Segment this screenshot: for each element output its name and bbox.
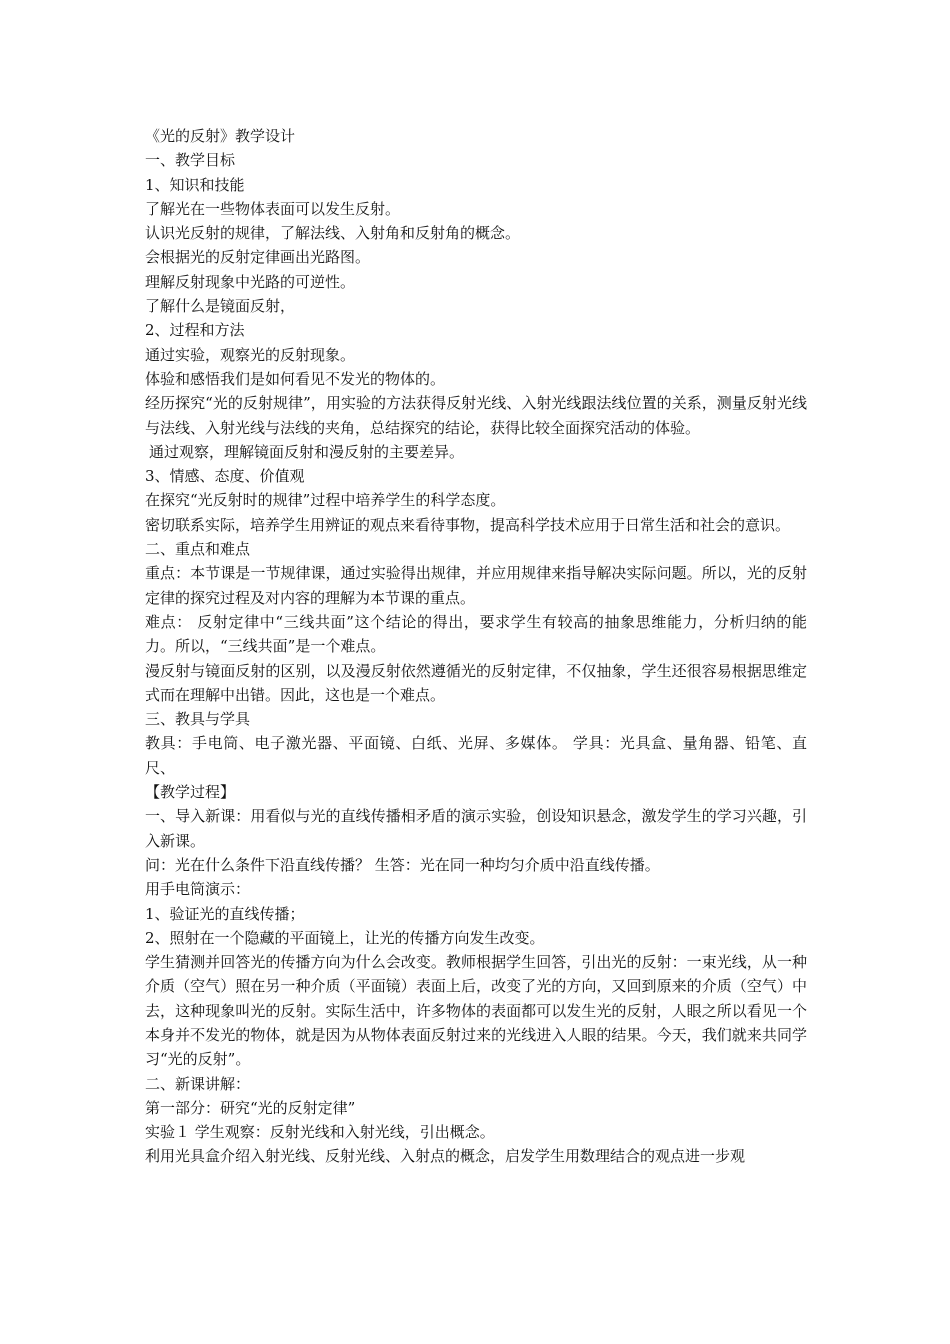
subheading-values: 3、情感、态度、价值观 xyxy=(145,467,305,486)
paragraph: 学生猜测并回答光的传播方向为什么会改变。教师根据学生回答，引出光的反射：一束光线，从一种介质（空气）照在另一种介质（平面镜）表面上后，改变了光的方向，又回到原来的介质（空气）中去，这种现象叫光的反射。实际生活中，许多物体的表面都可以发生光的反射，人眼之所以看见一个本身并不发光的物体，就是因为从物体表面反射过来的光线进入人眼的结果。今天，我们就来共同学习“光的反射”。 xyxy=(145,953,807,1069)
paragraph: 了解什么是镜面反射， xyxy=(145,297,296,316)
paragraph: 漫反射与镜面反射的区别，以及漫反射依然遵循光的反射定律，不仅抽象，学生还很容易根据思维定式而在理解中出错。因此，这也是一个难点。 xyxy=(145,661,807,704)
section-heading-objectives: 一、教学目标 xyxy=(145,151,236,170)
paragraph: 第一部分：研究“光的反射定律” xyxy=(145,1098,356,1117)
paragraph: 2、照射在一个隐藏的平面镜上，让光的传播方向发生改变。 xyxy=(145,928,545,947)
subheading-process-methods: 2、过程和方法 xyxy=(145,321,245,340)
document-title: 《光的反射》教学设计 xyxy=(145,127,296,145)
paragraph: 经历探究“光的反射规律”，用实验的方法获得反射光线、入射光线跟法线位置的关系，测量反射光线与法线、入射光线与法线的夹角，总结探究的结论，获得比较全面探究活动的体验。 xyxy=(145,394,807,437)
section-heading-teaching-process: 【教学过程】 xyxy=(145,783,236,802)
paragraph: 难点： 反射定律中“三线共面”这个结论的得出，要求学生有较高的抽象思维能力，分析归纳的能力。所以，“三线共面”是一个难点。 xyxy=(145,612,807,656)
section-heading-key-points: 二、重点和难点 xyxy=(145,540,251,559)
paragraph: 利用光具盒介绍入射光线、反射光线、入射点的概念，启发学生用数理结合的观点进一步观 xyxy=(145,1147,746,1166)
paragraph: 在探究“光反射时的规律”过程中培养学生的科学态度。 xyxy=(145,491,506,510)
paragraph: 体验和感悟我们是如何看见不发光的物体的。 xyxy=(145,369,446,388)
paragraph: 密切联系实际，培养学生用辨证的观点来看待事物，提高科学技术应用于日常生活和社会的意识。 xyxy=(145,515,791,534)
paragraph: 认识光反射的规律，了解法线、入射角和反射角的概念。 xyxy=(145,224,521,243)
paragraph: 通过观察，理解镜面反射和漫反射的主要差异。 xyxy=(149,442,465,461)
paragraph: 了解光在一些物体表面可以发生反射。 xyxy=(145,199,401,218)
paragraph: 会根据光的反射定律画出光路图。 xyxy=(145,248,371,267)
paragraph: 问：光在什么条件下沿直线传播？ 生答：光在同一种均匀介质中沿直线传播。 xyxy=(145,855,660,874)
paragraph: 教具：手电筒、电子激光器、平面镜、白纸、光屏、多媒体。 学具：光具盒、量角器、铅笔、直尺、 xyxy=(145,734,807,777)
paragraph: 1、验证光的直线传播； xyxy=(145,904,305,923)
subheading-knowledge-skills: 1、知识和技能 xyxy=(145,175,245,194)
paragraph: 重点：本节课是一节规律课，通过实验得出规律，并应用规律来指导解决实际问题。所以，光的反射定律的探究过程及对内容的理解为本节课的重点。 xyxy=(145,564,807,607)
section-heading-tools: 三、教具与学具 xyxy=(145,710,251,729)
paragraph: 一、导入新课：用看似与光的直线传播相矛盾的演示实验，创设知识悬念，激发学生的学习兴趣，引入新课。 xyxy=(145,807,807,850)
paragraph: 实验１ 学生观察：反射光线和入射光线，引出概念。 xyxy=(145,1123,495,1142)
document-body xyxy=(145,124,807,1169)
paragraph: 用手电筒演示： xyxy=(145,880,251,899)
paragraph: 理解反射现象中光路的可逆性。 xyxy=(145,272,356,291)
paragraph: 通过实验，观察光的反射现象。 xyxy=(145,345,356,364)
section-heading-new-lesson: 二、新课讲解： xyxy=(145,1074,251,1093)
